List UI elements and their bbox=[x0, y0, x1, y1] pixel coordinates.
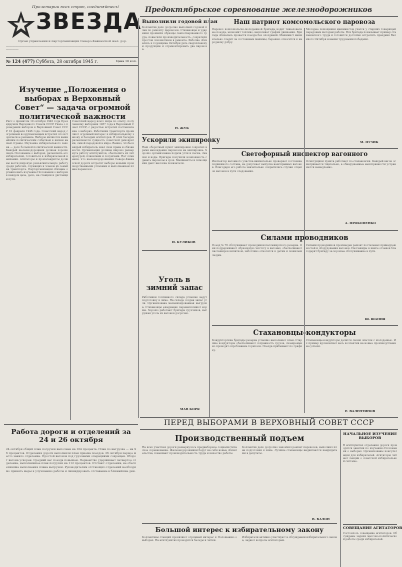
masthead-slogan: Пролетарии всех стран, соединяйтесь! bbox=[32, 4, 120, 9]
signature-patriot: М. ПУЗИК bbox=[360, 140, 379, 144]
lead-headline: Изучение „Положения о выборах в Верховный Совет“ — задача огромной политической важности bbox=[14, 85, 131, 121]
headline-uplift: Производственный подъем bbox=[174, 433, 305, 443]
masthead-title: ЗВЕЗДА bbox=[36, 10, 142, 35]
headline-patriot: Наш патриот комсомольского паровоза bbox=[233, 19, 376, 26]
headline-conductors: Стахановцы-кондукторы bbox=[253, 328, 356, 337]
masthead-note: ───────────────────────────────────────────────────────────────────────────────────────────── bbox=[6, 45, 139, 52]
signature-inspector: А. ПРОКОПЕНКО bbox=[345, 221, 376, 225]
election-banner: ПЕРЕД ВЫБОРАМИ В ВЕРХОВНЫЙ СОВЕТ СССР bbox=[163, 418, 375, 427]
headline-inspector: Светофорный инспектор вагонного bbox=[241, 151, 368, 158]
lead-body-col2: Советский народ всего мира по опыту, полученному выборами 1937 года в Верховный Совет СССР, с радостью встретил постановление о выборах. Работники транспорта проявляют огромный интерес к избирательному закону и беседам агитаторов. В этих беседах разъясняется сущность советской демократии, самой передовой в мире. Важно, чтобы каждый избиратель знал свои права и обязанности. Организации должны широко развернуть работу агитпунктов, обеспечить их литературой, плакатами и лозунгами. Нет сомнения, что железнодорожники Северо-Кавказской дороги встретят выборы новыми производственными успехами и выполнением плана перевозок. bbox=[72, 120, 134, 172]
headline-law: Большой интерес к избирательному закону bbox=[155, 526, 324, 534]
signature-conductors: Р. ВАЛЕНТИНОВ bbox=[345, 409, 376, 413]
top-banner: Предоктябрьское соревнование железнодорожников bbox=[145, 5, 373, 14]
signature-uplift: В. БАЛОН bbox=[312, 517, 330, 521]
issue-price: Цена 10 коп. bbox=[116, 59, 137, 63]
masthead bbox=[6, 4, 142, 79]
signature-speed: И. КУЛИКОВ bbox=[172, 240, 196, 244]
signature-plan: Н. ЖУК bbox=[175, 126, 190, 130]
masthead-subtitle: Орган управления и парторганизации Северо-Кавказской жел. дор. bbox=[18, 39, 127, 43]
lead-body-col1: Рисс о принятом 10 октября 1945 года Президиумом Верховного Совета СССР Указе о проведении выборов в Верховный Совет СССР 10 февраля 1946 года. Советский народ с огромным воодушевлением встретил это историческое решение. Выборы являются важнейшим политическим событием в жизни нашей страны. Изучение избирательного закона — дело большой политической важности. Каждый железнодорожник должен хорошо знать Положение о выборах, разъяснять его избирателям, готовиться к избирательной кампании. Агитаторы и пропагандисты должны вести широкую разъяснительную работу среди рабочих, служащих и членов их семей на транспорте. Парторганизации обязаны организовать изучение Положения о выборах в каждом цехе, депо, на станции и дистанции пути. bbox=[6, 120, 68, 181]
newspaper-page: Пролетарии всех стран, соединяйтесь! ЗВЕЗДА Орган управления и парторганизации Северо-Кавказской жел. дор. ───────────────────────────────────────────────────────────────────────────────────────────── № 124 (477) Суббота, 28 октября 1945 г. Цена 10 коп. Предоктябрьское соревнование железнодорожников Изучение „Положения о выборах в Верховный Совет“ — задача огромной политической важности Рисс о принятом 10 октября 1945 года Президиумом Верховного Совета СССР Указе о проведении выборов в Верховный Совет СССР 10 февраля 1946 года. Советский народ с огромным воодушевлением встретил это историческое решение. Выборы являются важнейшим политическим событием в жизни нашей страны. Изучение избирательного закона — дело большой политической важности. Каждый железнодорожник должен хорошо знать Положение о выборах, разъяснять его избирателям, готовиться к избирательной кампании. Агитаторы и пропагандисты должны вести широкую разъяснительную работу среди рабочих, служащих и членов их семей на транспорте. Парторганизации обязаны организовать изучение Положения о выборах в каждом цехе, депо, на станции и дистанции пути. Советский народ всего мира по опыту, полученному выборами 1937 года в Верховный Совет СССР, с радостью встретил постановление о выборах. Работники транспорта проявляют огромный интерес к избирательному закону и беседам агитаторов. В этих беседах разъясняется сущность советской демократии, самой передовой в мире. Важно, чтобы каждый избиратель знал свои права и обязанности. Организации должны широко развернуть работу агитпунктов, обеспечить их литературой, плакатами и лозунгами. Нет сомнения, что железнодорожники Северо-Кавказской дороги встретят выборы новыми производственными успехами и выполнением плана перевозок. Выполнили годовой план Коллектив депо досрочно выполнил годовой план по ремонту паровозов. Стахановцы и ударники проявили образцы самоотверженного труда, повысили производительность, сократили простои локомотивов в ремонте. Рабочие обязались к годовщине Октября дать сверхплановую продукцию и отремонтировать два паровоза. Н. ЖУК Ускорили экипировку Наш оборотный пункт экипировки сократил время нахождения паровозов на экипировке. Хорошо организована подача угля и песка, смазки и воды. Бригады получили возможность сдавать паровозы в срок. Машинисты и помощники дают высокие показатели. И. КУЛИКОВ Уголь в зимний запас Работники топливного склада успешно ведут подготовку к зиме. На складе создан запас угля. Организована механизированная выгрузка. Стахановцы ежедневно перевыполняют нормы. Хорошо работают бригады грузчиков, выгружая уголь из вагонов досрочно. МАВ КОРЯ Наш патриот комсомольского паровоза Паровоз комсомольско-молодежной бригады водит тяжеловесные поезда, экономит топливо, выполняет график движения. Бригада обязалась провести поезда без опозданий. Машинист внимательно следит за состоянием машины, бережно относится к народному добру. Молодые помощники машинистов учатся у старших товарищей передовым методам работы. Вся бригада показывает пример стахановского труда и готовится достойно встретить праздник Великого Октября новыми трудовыми победами. М. ПУЗИК Светофорный инспектор вагонного Инспектор вагонного участка внимательно проверяет состояние подвижного состава, не допускает выпуска неисправных вагонов. Благодаря его работе значительно сократились случаи отцепок вагонов в пути следования. Осмотрщики пункта работают по-стахановски. Каждый вагон осматривается тщательно, а обнаруженные неисправности устраняются немедленно. А. ПРОКОПЕНКО Силами проводников Поезд № 76 обслуживают проводники пассажирского резерва. Они поддерживают образцовую чистоту в вагонах, обеспечивают пассажиров кипятком, заботливо относятся к детям и пожилым людям. Силами проводников произведен ремонт постельных принадлежностей и оборудования вагонов. Пассажиры в книге отзывов благодарят бригаду за хорошее обслуживание в пути. Ш. ШАПИЯ Стахановцы-кондукторы Кондукторские бригады резерва успешно выполняют план. Старшие кондукторы обеспечивают сохранность грузов, своевременно проводят опробование тормозов. Поезда прибывают по графику. Стахановцы-кондукторы делятся своим опытом с молодежью. Их пример вдохновляет весь коллектив на новые производственные успехи. Р. ВАЛЕНТИНОВ ПЕРЕД ВЫБОРАМИ В ВЕРХОВНЫЙ СОВЕТ СССР Производственный подъем На всех участках дороги развернулось предвыборное социалистическое соревнование. Железнодорожники берут на себя новые обязательства, повышают производительность труда и качество работы. Коллектив депо досрочно закончил ремонт паровозов, выполнил план подготовки к зиме. Лучшие стахановцы выдвигаются кандидатами в депутаты. В. БАЛОН Большой интерес к избирательному закону Коллективы станций проявляют огромный интерес к Положению о выборах. На агитпунктах проводятся беседы и читки. Избиратели активно участвуют в обсуждении избирательного закона, задают вопросы агитаторам. НАЧАЛЬНОЕ ИЗУЧЕНИЕ ВЫБОРОВ В агитпунктах отделения дороги проводятся занятия по изучению Положения о выборах. Организованы консультации для избирателей. Агитаторы читают лекции о советской избирательной системе. СОВЕЩАНИЕ АГИТАТОРОВ Состоялось совещание агитаторов. Обсуждены задачи массово-политической работы среди избирателей. Работа дороги и отделений за 24 и 26 октября 24 октября общий план погрузки выполнен на 104 процента. План по выгрузке — на 96 процентов. Отделения дороги выполнили план приема поездов. 26 октября первое место заняло отделение. Простой вагонов под грузовыми операциями сокращен. Оборот вагона ускорен. Средний вес поезда повышен. Первенство удерживает четвертое отделение, выполнившее план погрузки на 112 процентов. Отстают отделения, не обеспечившие выполнения плана выгрузки. Руководителям отстающих отделений необходимо принять меры к улучшению работы и ликвидировать отставание в ближайшие дни. bbox=[0, 0, 402, 567]
headline-forces: Силами проводников bbox=[260, 233, 349, 242]
issue-date: Суббота, 28 октября 1945 г. bbox=[36, 59, 99, 64]
headline-side1: НАЧАЛЬНОЕ ИЗУЧЕНИЕ ВЫБОРОВ bbox=[343, 432, 397, 441]
headline-speed: Ускорили экипировку bbox=[142, 137, 221, 144]
signature-coal: МАВ КОРЯ bbox=[180, 407, 200, 411]
headline-depot: Работа дороги и отделений за 24 и 26 октября bbox=[11, 428, 131, 444]
headline-coal: Уголь в зимний запас bbox=[146, 275, 203, 292]
headline-plan: Выполнили годовой план bbox=[142, 19, 218, 25]
headline-side2: СОВЕЩАНИЕ АГИТАТОРОВ bbox=[343, 526, 402, 530]
red-star-icon bbox=[6, 10, 36, 40]
signature-forces: Ш. ШАПИЯ bbox=[365, 317, 386, 321]
issue-number: № 124 (477) bbox=[6, 59, 35, 64]
